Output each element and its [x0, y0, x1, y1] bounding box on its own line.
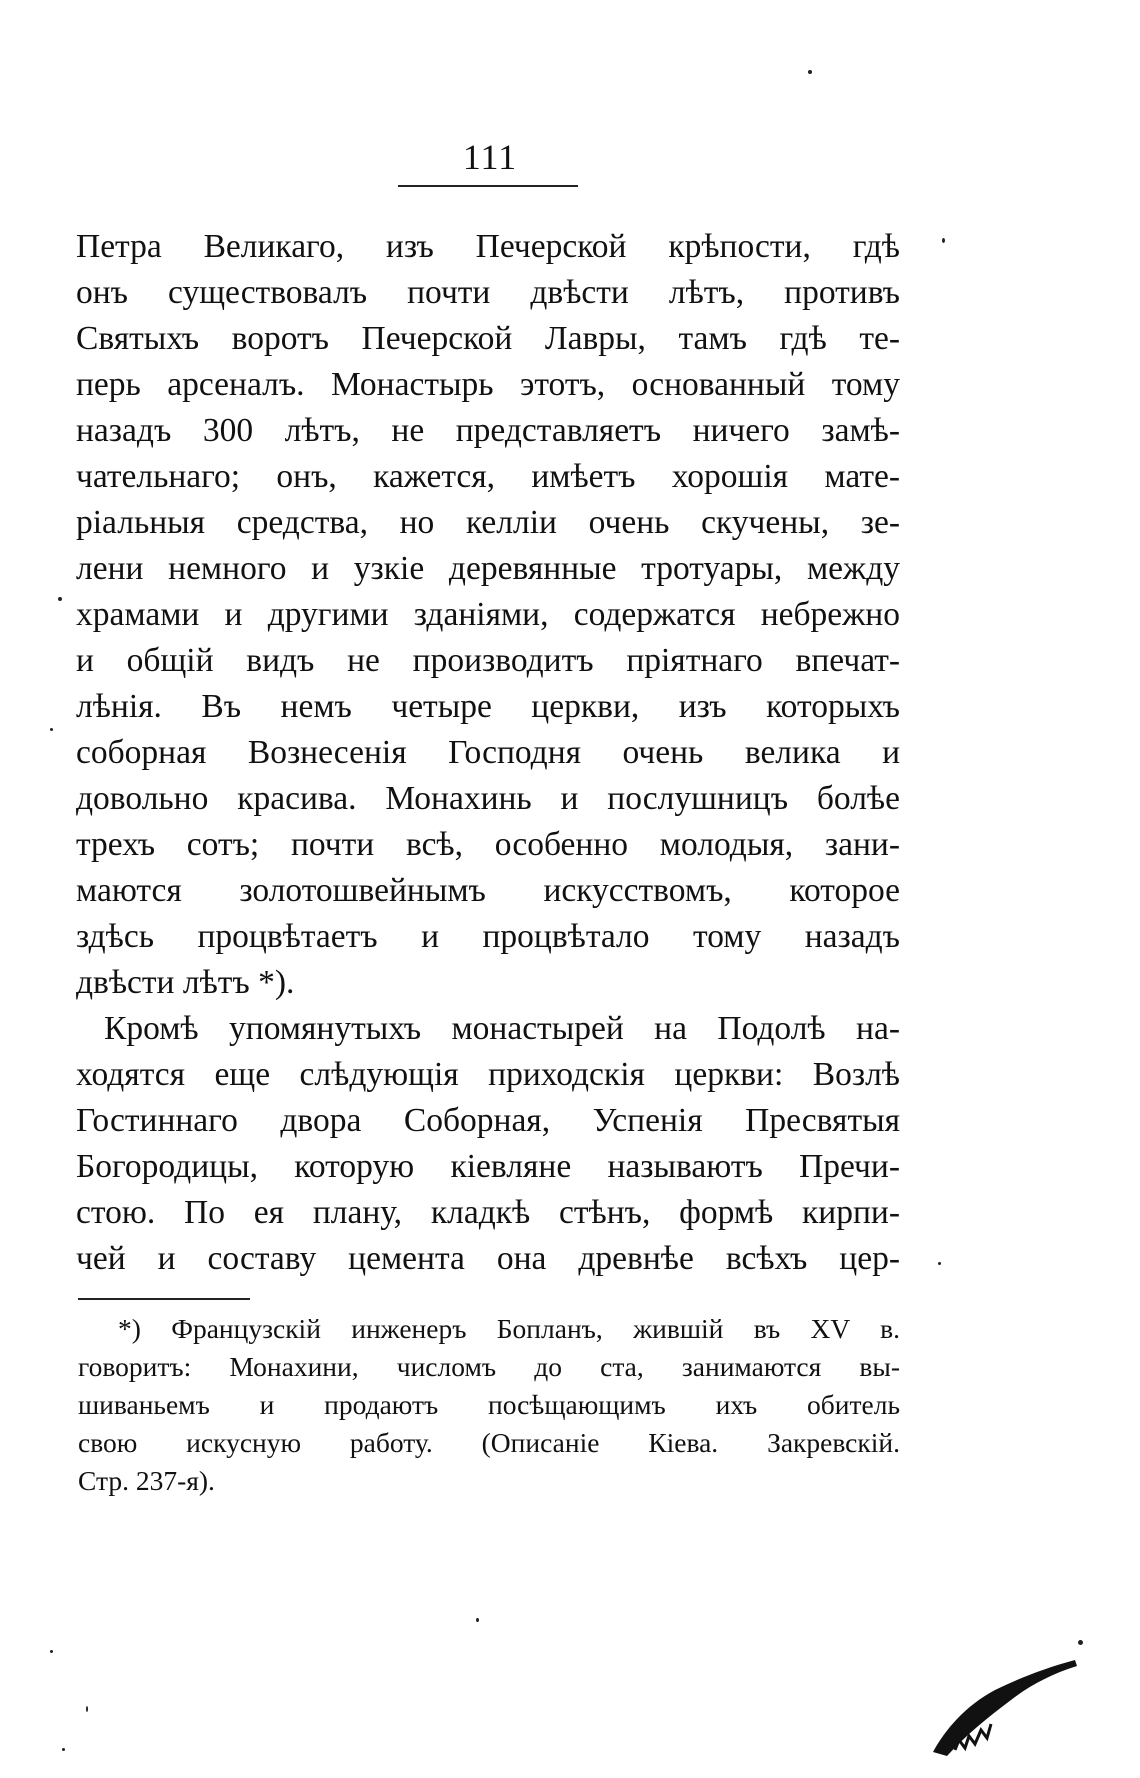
- footnote-line: *) Французскій инженеръ Бопланъ, жившій въ XV в.: [118, 1313, 900, 1344]
- footnote-line: говоритъ: Монахини, числомъ до ста, занимаются вы-: [78, 1351, 900, 1382]
- page-number: 111: [462, 137, 518, 177]
- scan-speck: [58, 597, 62, 601]
- text-line: трехъ сотъ; почти всѣ, особенно молодыя, зани-: [76, 826, 900, 863]
- text-line: маются золотошвейнымъ искусствомъ, которое: [76, 872, 900, 909]
- footnote-rule: [78, 1298, 250, 1300]
- footnote-line: свою искусную работу. (Описаніе Кіева. Закревскій.: [78, 1427, 900, 1458]
- scan-speck: [50, 728, 53, 731]
- text-line: перь арсеналъ. Монастырь этотъ, основанный тому: [76, 366, 900, 403]
- ink-smudge: [925, 1640, 1085, 1760]
- footnote-line: шиваньемъ и продаютъ посѣщающимъ ихъ обитель: [78, 1389, 900, 1420]
- text-line: двѣсти лѣтъ *).: [76, 964, 295, 1001]
- text-line: и общій видъ не производитъ пріятнаго впечат-: [76, 642, 900, 679]
- footnote: [78, 1310, 900, 1500]
- text-line: храмами и другими зданіями, содержатся небрежно: [76, 596, 900, 633]
- scan-speck: [942, 238, 945, 243]
- body-text: [76, 224, 900, 1282]
- scan-speck: [808, 70, 812, 74]
- scan-speck: [50, 1650, 53, 1653]
- scan-speck: [62, 1748, 65, 1751]
- text-line: Святыхъ воротъ Печерской Лавры, тамъ гдѣ те-: [76, 320, 900, 357]
- text-line: Богородицы, которую кіевляне называютъ Пречи-: [76, 1148, 900, 1185]
- text-line: Петра Великаго, изъ Печерской крѣпости, гдѣ: [76, 228, 900, 265]
- text-line: здѣсь процвѣтаетъ и процвѣтало тому назадъ: [76, 918, 900, 955]
- text-line: назадъ 300 лѣтъ, не представляетъ ничего замѣ-: [76, 412, 900, 449]
- footnote-line: Стр. 237-я).: [78, 1465, 215, 1496]
- text-line: чей и составу цемента она древнѣе всѣхъ цер-: [76, 1240, 900, 1277]
- scan-speck: [476, 1618, 479, 1622]
- header-rule: [398, 185, 578, 187]
- text-line: лени немного и узкіе деревянные тротуары, между: [76, 550, 900, 587]
- text-line: лѣнія. Въ немъ четыре церкви, изъ которыхъ: [76, 688, 900, 725]
- text-line: онъ существовалъ почти двѣсти лѣтъ, противъ: [76, 274, 900, 311]
- text-line: ходятся еще слѣдующія приходскія церкви: Возлѣ: [76, 1056, 900, 1093]
- text-line: ріальныя средства, но келліи очень скучены, зе-: [76, 504, 900, 541]
- scan-speck: [938, 1262, 941, 1265]
- text-line: Гостиннаго двора Соборная, Успенія Пресвятыя: [76, 1102, 900, 1139]
- text-line: Кромѣ упомянутыхъ монастырей на Подолѣ на-: [104, 1010, 900, 1047]
- text-line: соборная Вознесенія Господня очень велика и: [76, 734, 900, 771]
- text-line: чательнаго; онъ, кажется, имѣетъ хорошія мате-: [76, 458, 900, 495]
- text-line: стою. По ея плану, кладкѣ стѣнъ, формѣ кирпи-: [76, 1194, 900, 1231]
- text-line: довольно красива. Монахинь и послушницъ болѣе: [76, 780, 900, 817]
- scan-speck: [86, 1706, 88, 1712]
